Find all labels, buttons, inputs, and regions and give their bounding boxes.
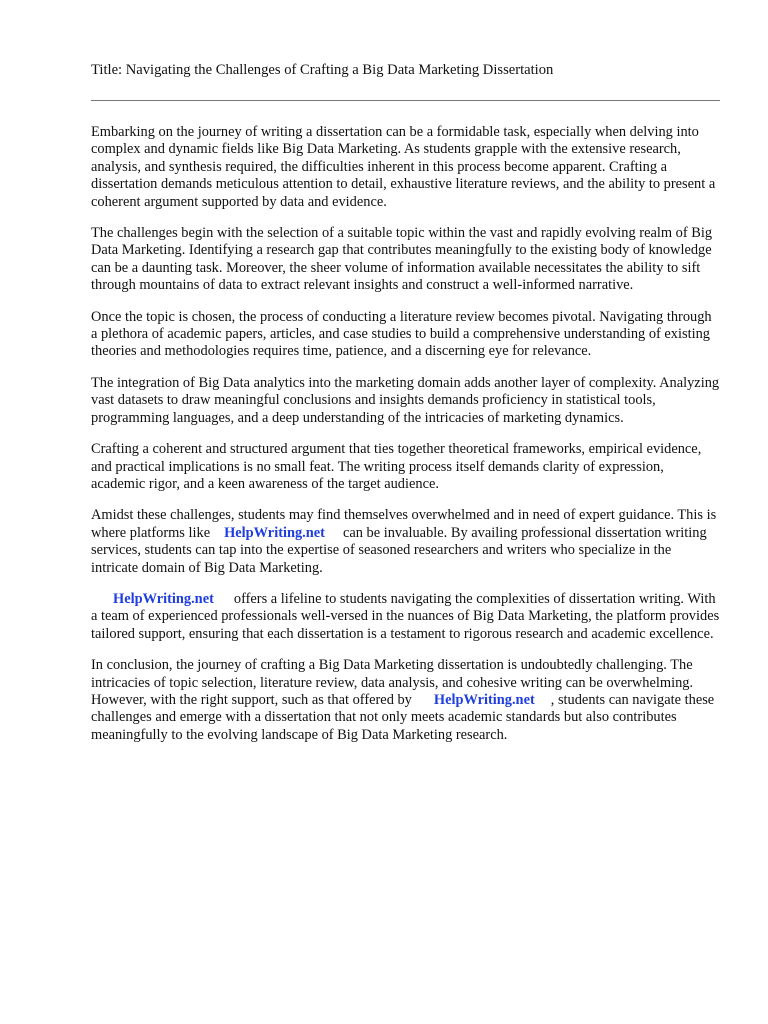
document-title: Title: Navigating the Challenges of Crafting a Big Data Marketing Dissertation — [91, 62, 554, 78]
document-page — [91, 60, 721, 758]
paragraph-argument: Crafting a coherent and structured argument that ties together theoretical frameworks, empirical evidence, and practical implications is no small feat. The writing process itself demands clarity of expression, academic rigor, and a keen awareness of the target audience. — [91, 441, 702, 492]
title-divider — [91, 100, 720, 101]
document-body — [91, 124, 721, 744]
paragraph-analytics: The integration of Big Data analytics into the marketing domain adds another layer of complexity. Analyzing vast datasets to draw meaningful conclusions and insights demands proficiency in statistical tools, programming languages, and a deep understanding of the intricacies of marketing dynamics. — [91, 374, 720, 426]
helpwriting-link[interactable]: HelpWriting.net — [113, 590, 214, 607]
helpwriting-link[interactable]: HelpWriting.net — [224, 524, 325, 541]
paragraph-lifeline-text: offers a lifeline to students navigating the complexities of dissertation writing. With a team of experienced professionals well-versed in the nuances of Big Data Marketing, the platform provides tailored support, ensuring that each dissertation is a testament to rigorous research and academic excellence. — [91, 590, 720, 642]
paragraph-conclusion — [91, 657, 721, 744]
paragraph-literature-review: Once the topic is chosen, the process of conducting a literature review becomes pivotal. Navigating through a plethora of academic papers, articles, and case studies to build a comprehensive understanding of existing theories and methodologies requires time, patience, and a discerning eye for relevance. — [91, 308, 712, 360]
paragraph-guidance-text-after: can be invaluable. By availing professional dissertation writing services, students can tap into the expertise of seasoned researchers and writers who specialize in the intricate domain of Big Data Marketing. — [91, 524, 707, 576]
paragraph-intro: Embarking on the journey of writing a dissertation can be a formidable task, especially when delving into complex and dynamic fields like Big Data Marketing. As students grapple with the extensive research, analysis, and synthesis required, the difficulties inherent in this process become apparent. Crafting a dissertation demands meticulous attention to detail, exhaustive literature reviews, and the ability to present a coherent argument supported by data and evidence. — [91, 124, 716, 210]
helpwriting-link[interactable]: HelpWriting.net — [433, 691, 535, 708]
paragraph-conclusion-text-before: In conclusion, the journey of crafting a Big Data Marketing dissertation is undoubtedly challenging. The intricacies of topic selection, literature review, data analysis, and cohesive writing can be overwhelming. However, with the right support, such as that offered by — [91, 657, 694, 708]
paragraph-guidance — [91, 507, 721, 577]
paragraph-conclusion-text-after: , students can navigate these challenges and emerge with a dissertation that not only meets academic standards but also contributes meaningfully to the evolving landscape of Big Data Marketing research. — [91, 691, 715, 743]
paragraph-topic-selection: The challenges begin with the selection of a suitable topic within the vast and rapidly evolving realm of Big Data Marketing. Identifying a research gap that contributes meaningfully to the existing body of knowledge can be a daunting task. Moreover, the sheer volume of information available necessitates the ability to sift through mountains of data to extract relevant insights and construct a well-informed narrative. — [91, 225, 713, 294]
paragraph-guidance-text-before: Amidst these challenges, students may find themselves overwhelmed and in need of expert guidance. This is where platforms like — [91, 507, 717, 541]
paragraph-lifeline — [91, 591, 721, 643]
